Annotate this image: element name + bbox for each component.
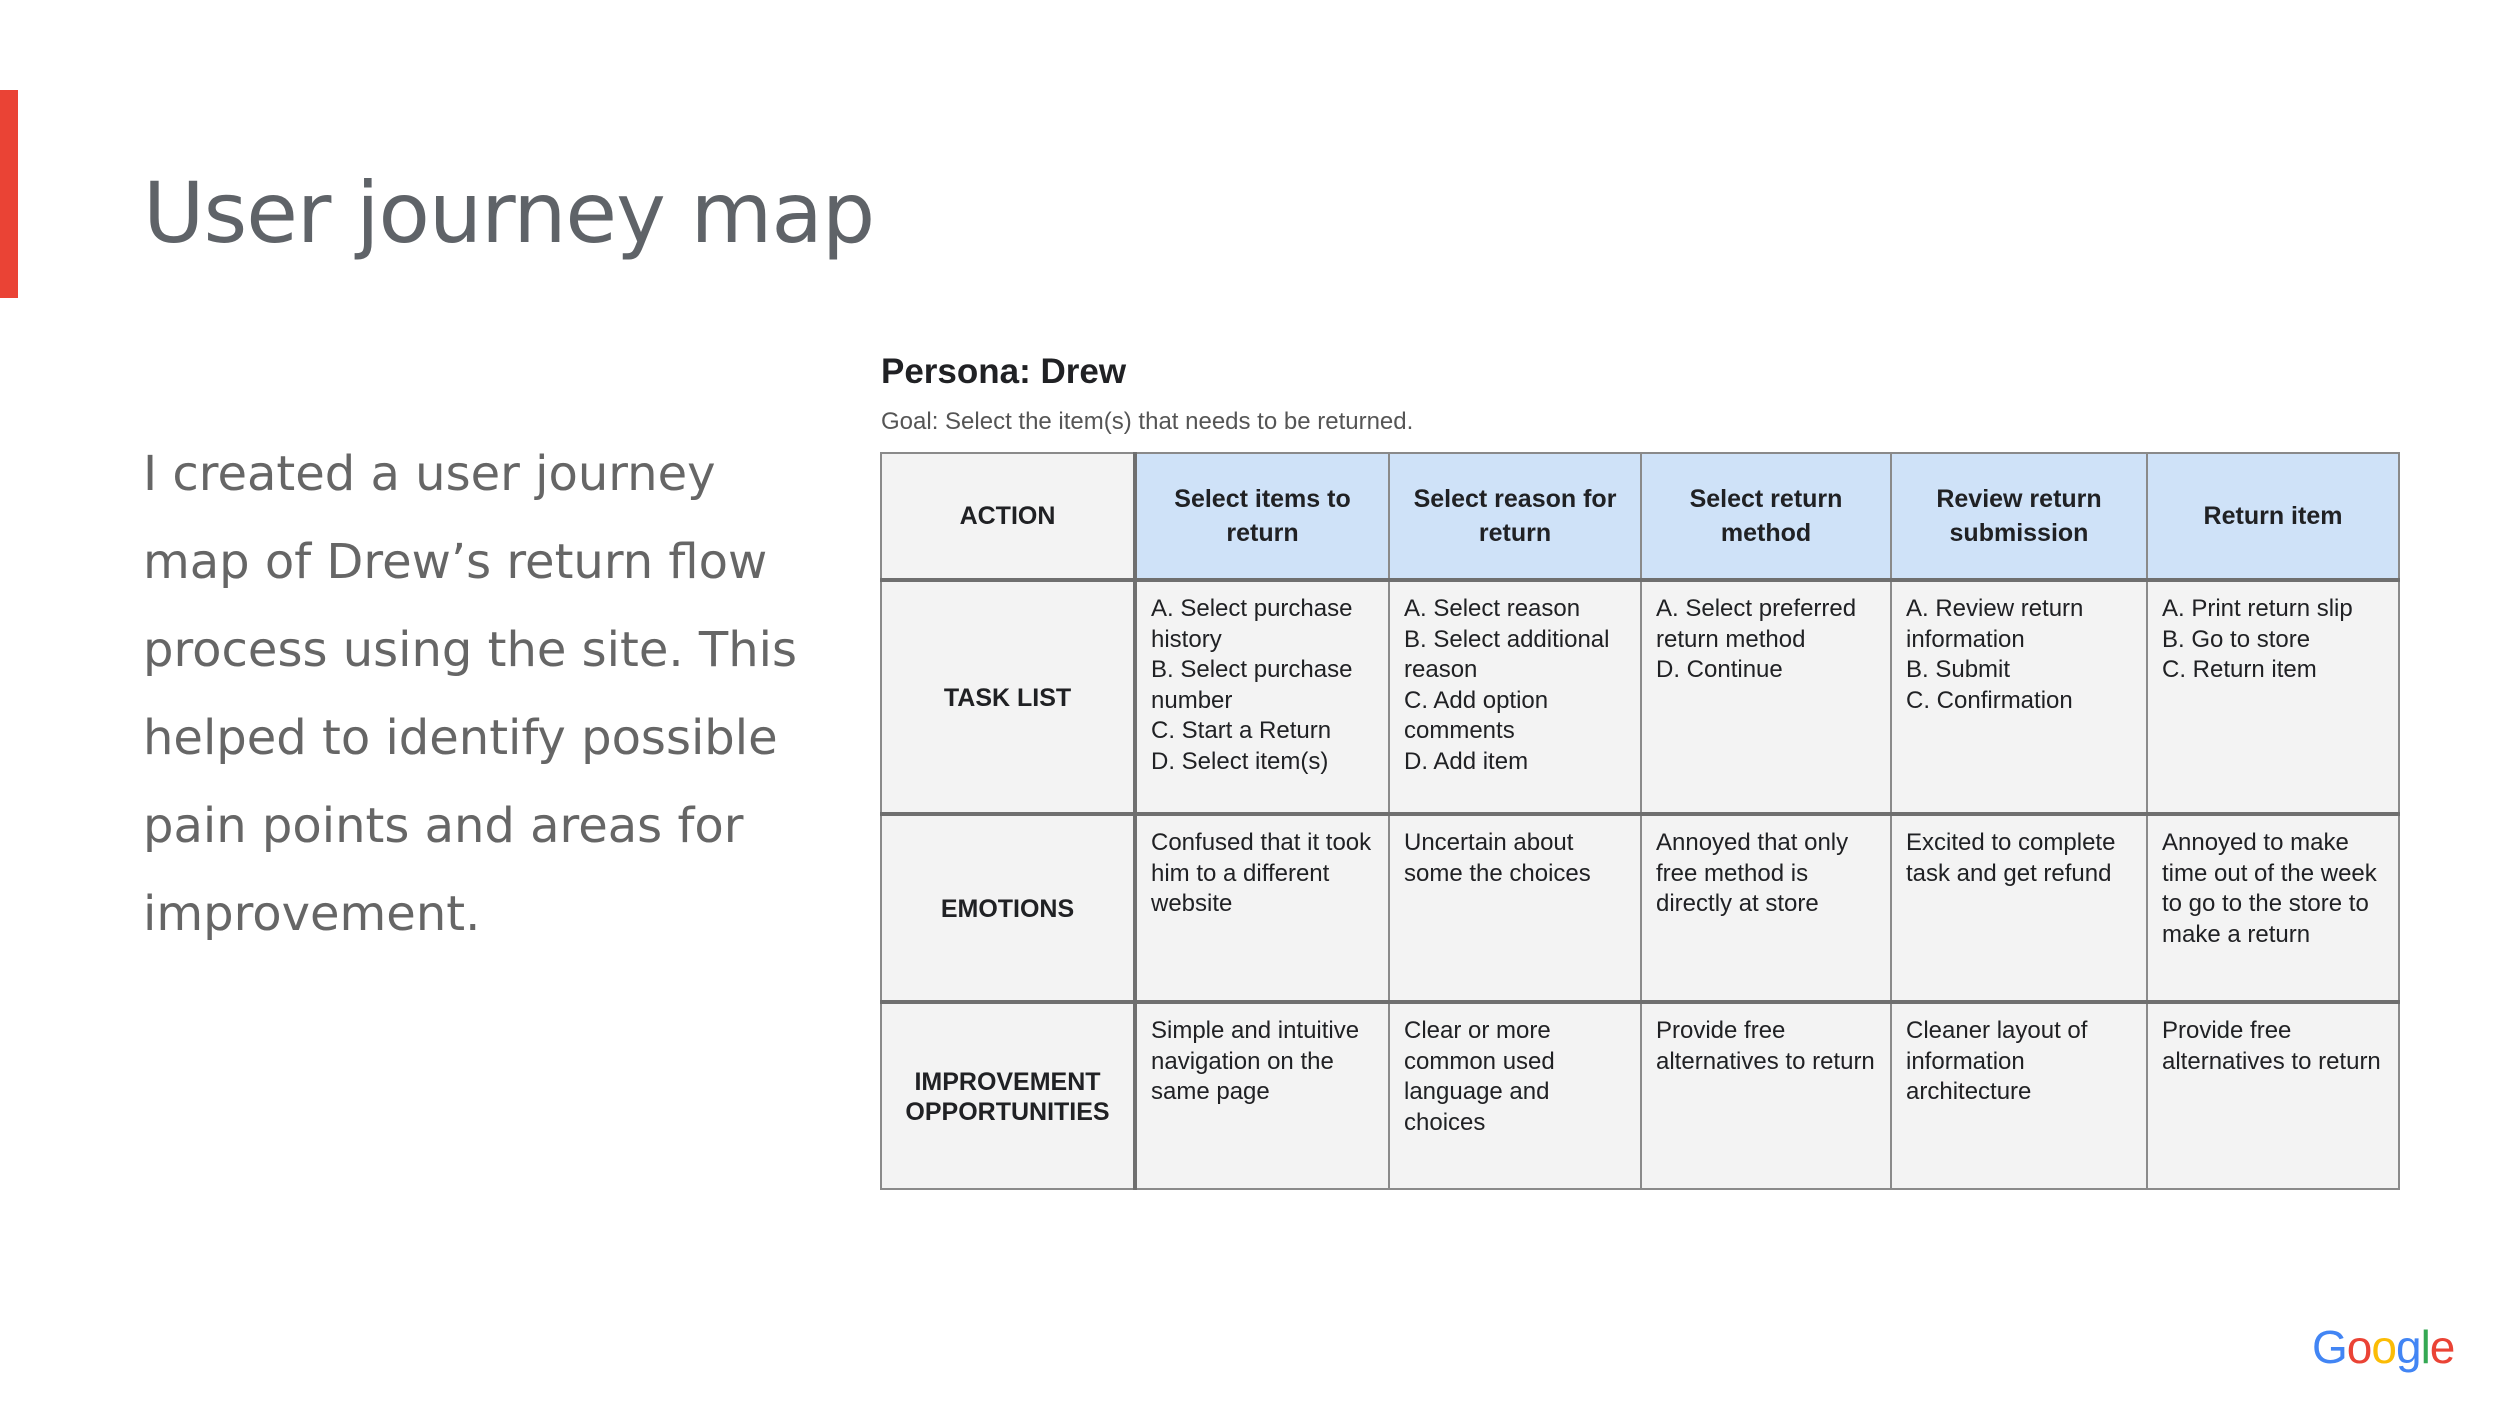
logo-letter: e	[2429, 1321, 2455, 1373]
cell-line: C. Return item	[2162, 656, 2317, 683]
table-cell	[1135, 1002, 1389, 1189]
column-header: Review return submission	[1891, 453, 2147, 580]
column-header: Select items to return	[1135, 453, 1389, 580]
cell-line: Annoyed to make time out of the week to go to the store to make a return	[2162, 829, 2377, 948]
table-cell	[1389, 1002, 1641, 1189]
table-cell	[1135, 814, 1389, 1002]
cell-line: D. Select item(s)	[1151, 747, 1329, 775]
cell-line: A. Select preferred return method	[1656, 595, 1857, 653]
table-cell	[1891, 814, 2147, 1002]
table-cell	[2147, 1002, 2399, 1189]
table-cell	[2147, 580, 2399, 814]
logo-letter: o	[2346, 1321, 2372, 1373]
persona-title: Persona: Drew	[881, 352, 1127, 391]
logo-letter: o	[2371, 1321, 2396, 1373]
table-row-task-list	[881, 580, 2399, 814]
cell-line: C. Add option comments	[1404, 686, 1549, 744]
cell-line: Annoyed that only free method is directly at store	[1656, 829, 1849, 917]
cell-line: A. Select purchase history	[1151, 595, 1353, 653]
journey-map-table	[880, 452, 2400, 1190]
table-cell	[1641, 814, 1891, 1002]
cell-line: A. Review return information	[1906, 595, 2084, 653]
cell-line: C. Start a Return	[1151, 717, 1332, 744]
row-label-improvement-opportunities: IMPROVEMENT OPPORTUNITIES	[881, 1002, 1135, 1189]
logo-letter: l	[2420, 1321, 2430, 1373]
table-header-row	[881, 453, 2399, 580]
cell-line: B. Go to store	[2162, 625, 2311, 653]
table-row-emotions	[881, 814, 2399, 1002]
logo-letter: G	[2312, 1321, 2347, 1373]
table-row-improvement-opportunities	[881, 1002, 2399, 1189]
table-cell	[1135, 580, 1389, 814]
cell-line: Clear or more common used language and choices	[1404, 1017, 1555, 1136]
table-cell	[1891, 1002, 2147, 1189]
table-cell	[2147, 814, 2399, 1002]
cell-line: B. Select additional reason	[1404, 625, 1610, 683]
table-cell	[1891, 580, 2147, 814]
table-cell	[1389, 814, 1641, 1002]
column-header: Select reason for return	[1389, 453, 1641, 580]
google-logo	[2312, 1320, 2454, 1374]
cell-line: C. Confirmation	[1906, 686, 2073, 714]
slide-title: User journey map	[143, 164, 875, 262]
cell-line: D. Continue	[1656, 656, 1783, 683]
table-cell	[1641, 1002, 1891, 1189]
row-label-task-list: TASK LIST	[881, 580, 1135, 814]
cell-line: Excited to complete task and get refund	[1906, 829, 2116, 887]
table-cell	[1389, 580, 1641, 814]
cell-line: Confused that it took him to a different website	[1151, 829, 1372, 917]
table-cell	[1641, 580, 1891, 814]
cell-line: Uncertain about some the choices	[1404, 829, 1591, 887]
header-action-label: ACTION	[881, 453, 1135, 580]
cell-line: B. Select purchase number	[1151, 656, 1353, 714]
column-header: Select return method	[1641, 453, 1891, 580]
cell-line: B. Submit	[1906, 656, 2011, 683]
cell-line: Simple and intuitive navigation on the same page	[1151, 1017, 1360, 1105]
cell-line: Provide free alternatives to return	[2162, 1017, 2381, 1075]
row-label-emotions: EMOTIONS	[881, 814, 1135, 1002]
cell-line: A. Print return slip	[2162, 595, 2353, 622]
cell-line: Cleaner layout of information architecture	[1906, 1017, 2088, 1105]
column-header: Return item	[2147, 453, 2399, 580]
cell-line: D. Add item	[1404, 747, 1529, 775]
cell-line: Provide free alternatives to return	[1656, 1017, 1875, 1075]
logo-letter: g	[2395, 1321, 2421, 1373]
persona-goal: Goal: Select the item(s) that needs to be returned.	[881, 408, 1414, 435]
accent-bar	[0, 90, 18, 298]
slide-body-text: I created a user journey map of Drew’s return flow process using the site. This helped to identify possible pain points and areas for improvement.	[143, 446, 797, 942]
cell-line: A. Select reason	[1404, 595, 1581, 622]
